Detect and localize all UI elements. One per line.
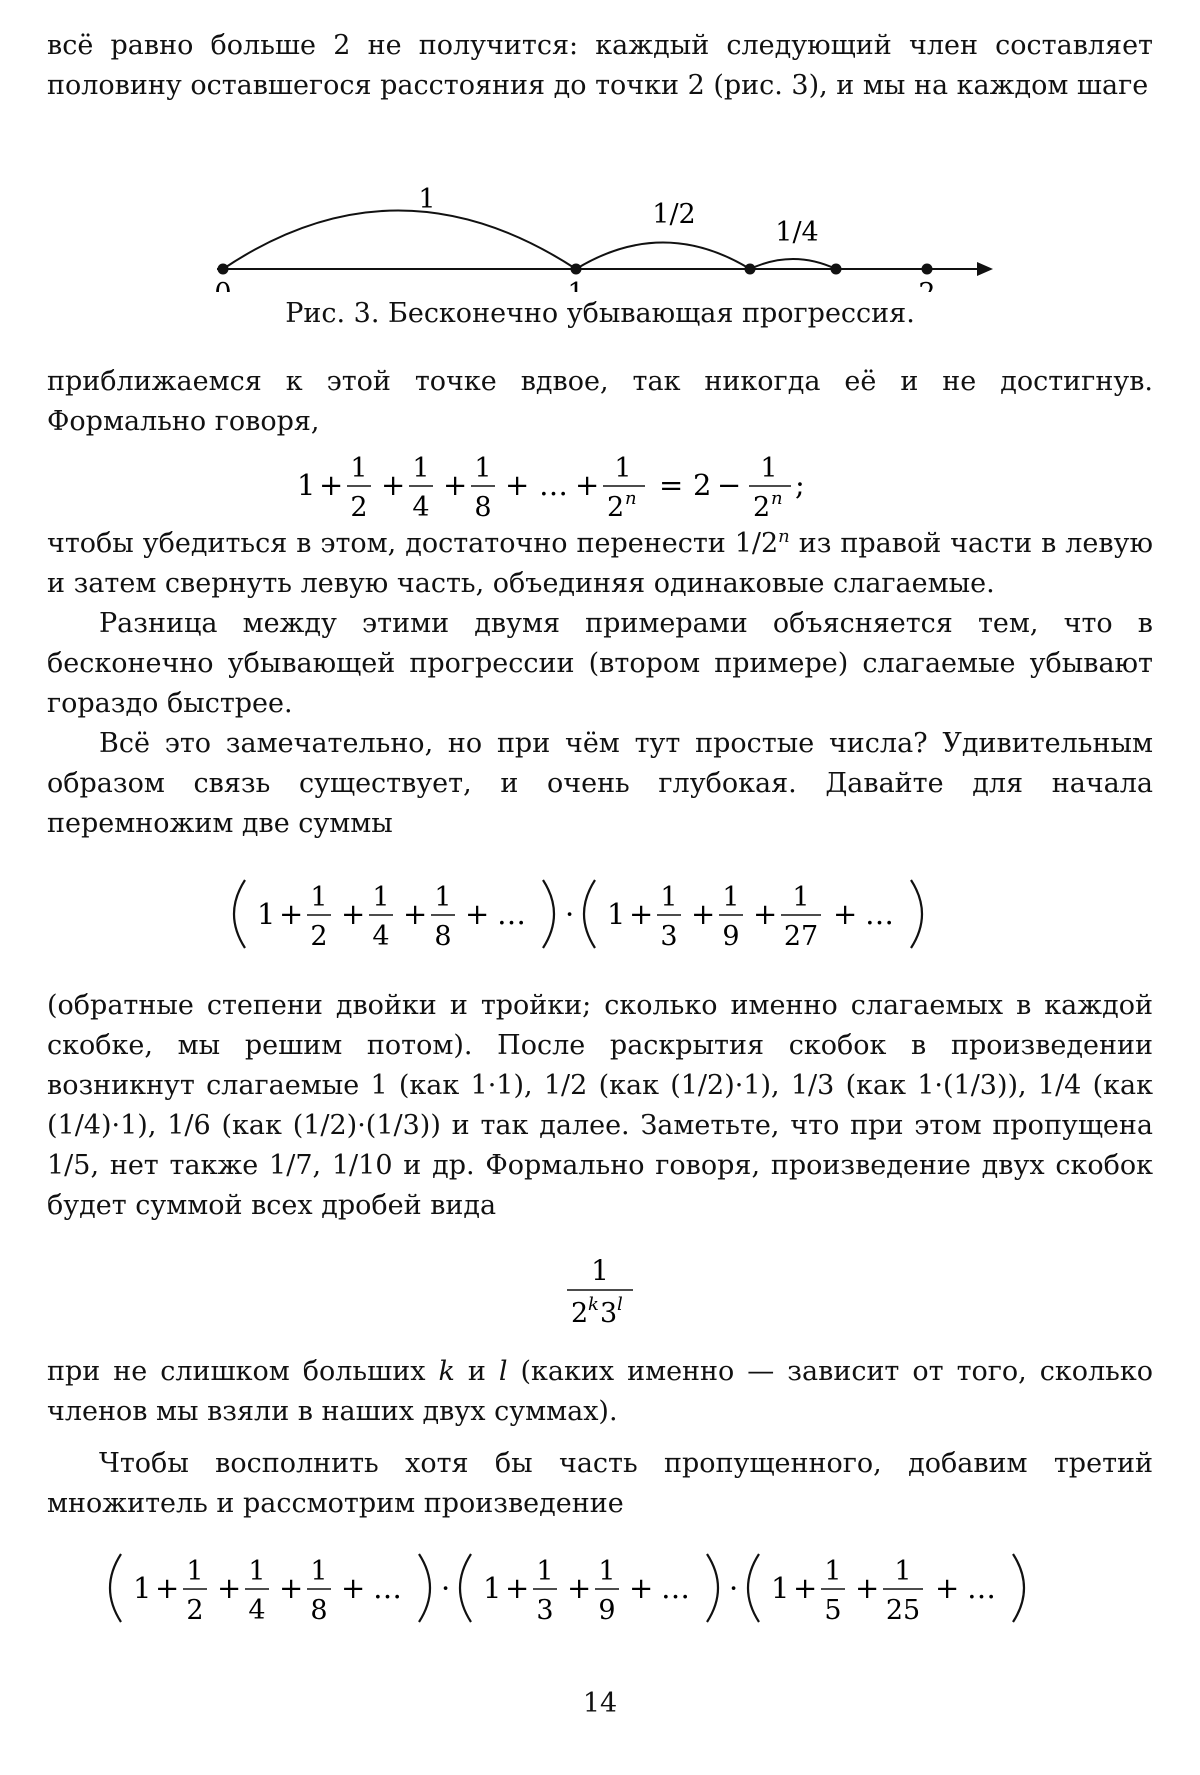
frac-rhs-den-exp: n <box>771 488 783 509</box>
plus-3: + <box>443 468 467 502</box>
q-paren-open-2 <box>460 1554 471 1622</box>
axis-label-1 <box>567 278 584 292</box>
semicolon: ; <box>795 468 805 502</box>
point-0 <box>218 264 229 275</box>
q2-f1-num: 1 <box>536 1556 553 1587</box>
frac-n-den-exp: n <box>625 488 637 509</box>
p1-ellipsis: … <box>497 897 526 931</box>
formula-fraction-form <box>47 1226 1153 1352</box>
form-den-exp-2: l <box>617 1294 623 1315</box>
arc-1 <box>223 211 576 270</box>
p1-one: 1 <box>257 897 275 931</box>
q3-ellipsis: … <box>967 1571 996 1605</box>
point-1-75 <box>831 264 842 275</box>
p1-plus-2: + <box>341 897 365 931</box>
page-content <box>47 26 1153 1654</box>
p1-f3-num: 1 <box>434 882 451 913</box>
p1-f3-den: 8 <box>434 921 451 952</box>
point-1-5 <box>745 264 756 275</box>
paragraph-6: (обратные степени двойки и тройки; сколько именно слагаемых в каждой скобке, мы решим потом). После раскрытия скобок в произведении возникнут слагаемые 1 (как 1·1), 1/2 (как (1/2)·1), 1/3 (как 1·(1/3)), 1/4 (как (1/4)·1), 1/6 (как (1/2)·(1/3)) и так далее. Заметьте, что при этом пропущена 1/5, нет также 1/7, 1/10 и др. Формально говоря, произведение двух скобок будет суммой всех дробей вида <box>47 986 1153 1226</box>
minus-sign: − <box>717 468 741 502</box>
page-number: 14 <box>0 1688 1200 1719</box>
q-paren-close-3 <box>1013 1554 1024 1622</box>
p2-f3-num: 1 <box>792 882 809 913</box>
paragraph-3-start: чтобы убедиться в этом, достаточно перенести 1/2 <box>47 528 778 559</box>
paragraph-7-c: (каких именно — зависит от того, сколько членов мы взяли в наших двух суммах). <box>47 1356 1153 1427</box>
p2-ellipsis: … <box>865 897 894 931</box>
p2-f1-den: 3 <box>660 921 677 952</box>
plus-1: + <box>319 468 343 502</box>
figure-3 <box>47 112 1153 362</box>
q3-f1-num: 1 <box>824 1556 841 1587</box>
p2-f2-num: 1 <box>722 882 739 913</box>
arc-label-1-2: 1/2 <box>652 199 695 230</box>
paren-close-1 <box>543 880 554 948</box>
q2-f2-num: 1 <box>598 1556 615 1587</box>
q-dot-1: · <box>441 1571 450 1605</box>
q3-plus-2: + <box>855 1571 879 1605</box>
q1-ellipsis: … <box>373 1571 402 1605</box>
q1-plus-3: + <box>279 1571 303 1605</box>
formula-product-two <box>47 844 1153 986</box>
q1-f2-den: 4 <box>248 1595 265 1626</box>
frac-n-num: 1 <box>614 453 631 484</box>
p2-one: 1 <box>607 897 625 931</box>
p2-plus-3: + <box>753 897 777 931</box>
p1-plus-3: + <box>403 897 427 931</box>
q1-plus-4: + <box>341 1571 365 1605</box>
term-two: 2 <box>693 468 711 502</box>
p1-f1-num: 1 <box>310 882 327 913</box>
formula-product-three <box>47 1524 1153 1654</box>
variable-k: k <box>438 1356 454 1387</box>
arc-1-2 <box>576 243 750 270</box>
q3-plus-1: + <box>793 1571 817 1605</box>
p1-plus-1: + <box>279 897 303 931</box>
q-paren-close-2 <box>707 1554 718 1622</box>
q1-f1-num: 1 <box>186 1556 203 1587</box>
equals-sign: = <box>659 468 683 502</box>
q1-plus-1: + <box>155 1571 179 1605</box>
frac-1-num: 1 <box>350 453 367 484</box>
p2-plus-2: + <box>691 897 715 931</box>
paragraph-2: приближаемся к этой точке вдвое, так никогда её и не достигнув. Формально говоря, <box>47 362 1153 442</box>
q-paren-open-1 <box>110 1554 121 1622</box>
plus-4: + <box>505 468 529 502</box>
paragraph-7 <box>47 1352 1153 1432</box>
number-line-diagram <box>47 112 1153 292</box>
frac-rhs-den-base: 2 <box>753 492 770 523</box>
point-1 <box>571 264 582 275</box>
formula-geometric-sum <box>47 442 1153 524</box>
form-num: 1 <box>591 1254 609 1287</box>
axis-label-0 <box>214 278 231 292</box>
arc-label-1-4: 1/4 <box>775 217 818 248</box>
q1-f3-num: 1 <box>310 1556 327 1587</box>
p1-f1-den: 2 <box>310 921 327 952</box>
paragraph-3 <box>47 524 1153 604</box>
q-paren-open-3 <box>748 1554 759 1622</box>
q2-ellipsis: … <box>661 1571 690 1605</box>
form-den-exp-1: k <box>588 1294 599 1315</box>
q2-plus-2: + <box>567 1571 591 1605</box>
arc-label-1: 1 <box>418 184 435 215</box>
p1-plus-4: + <box>465 897 489 931</box>
formula-product-two-svg <box>47 844 1153 986</box>
q2-f2-den: 9 <box>598 1595 615 1626</box>
q2-f1-den: 3 <box>536 1595 553 1626</box>
frac-2-num: 1 <box>412 453 429 484</box>
plus-2: + <box>381 468 405 502</box>
frac-1-den: 2 <box>350 492 367 523</box>
p2-plus-4: + <box>833 897 857 931</box>
p1-f2-den: 4 <box>372 921 389 952</box>
p1-f2-num: 1 <box>372 882 389 913</box>
axis-arrow <box>977 262 993 276</box>
paragraph-7-a: при не слишком больших <box>47 1356 438 1387</box>
term-one: 1 <box>297 468 315 502</box>
ellipsis: … <box>539 468 568 502</box>
variable-l: l <box>499 1356 508 1387</box>
paragraph-1: всё равно больше 2 не получится: каждый следующий член составляет половину оставшегося расстояния до точки 2 (рис. 3), и мы на каждом шаге <box>47 26 1153 106</box>
p2-f2-den: 9 <box>722 921 739 952</box>
q3-f1-den: 5 <box>824 1595 841 1626</box>
q1-f3-den: 8 <box>310 1595 327 1626</box>
q1-one: 1 <box>133 1571 151 1605</box>
paragraph-7-b: и <box>455 1356 499 1387</box>
frac-3-num: 1 <box>474 453 491 484</box>
q-paren-close-1 <box>419 1554 430 1622</box>
frac-2-den: 4 <box>412 492 429 523</box>
point-2 <box>922 264 933 275</box>
q3-f2-den: 25 <box>886 1595 920 1626</box>
paren-open-1 <box>234 880 245 948</box>
paren-close-2 <box>911 880 922 948</box>
q3-plus-3: + <box>935 1571 959 1605</box>
q1-f1-den: 2 <box>186 1595 203 1626</box>
product-dot: · <box>565 897 574 931</box>
form-den-base-2: 3 <box>600 1298 617 1329</box>
formula-fraction-form-svg <box>47 1226 1153 1352</box>
p2-f3-den: 27 <box>784 921 818 952</box>
q1-f2-num: 1 <box>248 1556 265 1587</box>
paragraph-3-exponent: n <box>778 526 790 547</box>
plus-5: + <box>575 468 599 502</box>
q2-plus-1: + <box>505 1571 529 1605</box>
frac-rhs-num: 1 <box>760 453 777 484</box>
arc-1-4 <box>750 259 836 269</box>
q1-plus-2: + <box>217 1571 241 1605</box>
q3-f2-num: 1 <box>894 1556 911 1587</box>
formula-product-three-svg <box>47 1524 1153 1654</box>
paragraph-3-end: из правой части в левую и затем свернуть левую часть, объединяя одинаковые слагаемые. <box>47 528 1153 599</box>
paragraph-4: Разница между этими двумя примерами объясняется тем, что в бесконечно убывающей прогрессии (втором примере) слагаемые убывают гораздо быстрее. <box>47 604 1153 724</box>
form-den-base-1: 2 <box>571 1298 588 1329</box>
paren-open-2 <box>584 880 595 948</box>
frac-n-den-base: 2 <box>607 492 624 523</box>
q3-one: 1 <box>771 1571 789 1605</box>
q-dot-2: · <box>729 1571 738 1605</box>
q2-plus-3: + <box>629 1571 653 1605</box>
frac-3-den: 8 <box>474 492 491 523</box>
axis-label-2 <box>918 278 935 292</box>
paragraph-8: Чтобы восполнить хотя бы часть пропущенного, добавим третий множитель и рассмотрим произведение <box>47 1444 1153 1524</box>
figure-caption: Рис. 3. Бесконечно убывающая прогрессия. <box>47 294 1153 334</box>
formula-geometric-sum-svg <box>47 442 1153 524</box>
q2-one: 1 <box>483 1571 501 1605</box>
paragraph-5: Всё это замечательно, но при чём тут простые числа? Удивительным образом связь существует, и очень глубокая. Давайте для начала перемножим две суммы <box>47 724 1153 844</box>
p2-f1-num: 1 <box>660 882 677 913</box>
p2-plus-1: + <box>629 897 653 931</box>
